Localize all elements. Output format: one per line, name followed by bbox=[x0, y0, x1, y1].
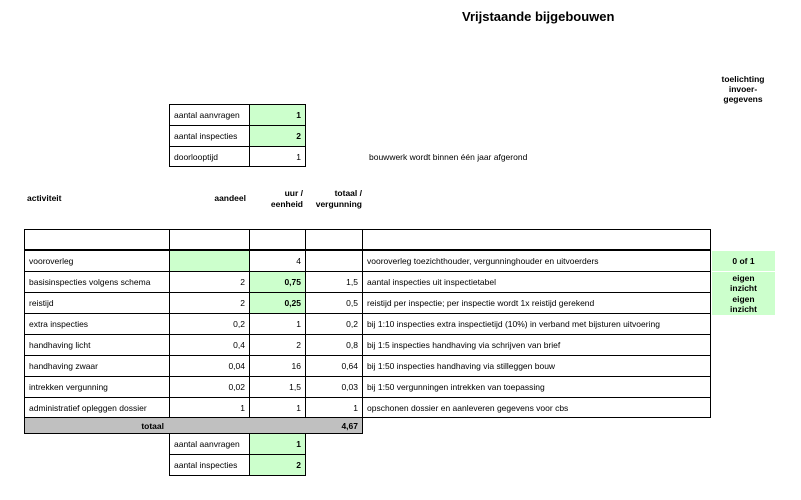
toelichting-header-line3: gegevens bbox=[723, 94, 763, 104]
aantal-aanvragen-label: aantal aanvragen bbox=[169, 104, 250, 126]
doorlooptijd-label: doorlooptijd bbox=[169, 146, 250, 167]
row-aandeel: 0,2 bbox=[169, 313, 250, 335]
header-aandeel: aandeel bbox=[214, 193, 246, 203]
row-totaal: 0,64 bbox=[305, 355, 363, 377]
header-totaal-vergunning bbox=[306, 188, 362, 210]
empty-cell bbox=[24, 229, 170, 250]
row-aandeel: 2 bbox=[169, 292, 250, 314]
row-aandeel: 0,02 bbox=[169, 376, 250, 398]
doorlooptijd-input[interactable]: 1 bbox=[249, 146, 306, 167]
row-uur-input[interactable]: 0,25 bbox=[249, 292, 306, 314]
row-aandeel: 0,4 bbox=[169, 334, 250, 356]
row-uur: 16 bbox=[249, 355, 306, 377]
row-note: bij 1:10 inspecties extra inspectietijd (10%) in verband met bijsturen uitvoering bbox=[362, 313, 711, 335]
row-activiteit: basisinspecties volgens schema bbox=[24, 271, 170, 293]
side-note-vooroverleg-text: 0 of 1 bbox=[732, 256, 755, 266]
bottom-aantal-aanvragen-value: 1 bbox=[249, 433, 306, 455]
row-uur: 4 bbox=[249, 250, 306, 272]
toelichting-header-line1: toelichting bbox=[721, 74, 765, 84]
row-activiteit: intrekken vergunning bbox=[24, 376, 170, 398]
row-activiteit: vooroverleg bbox=[24, 250, 170, 272]
bottom-aantal-inspecties-value: 2 bbox=[249, 454, 306, 476]
totaal-value: 4,67 bbox=[341, 420, 358, 431]
row-note: reistijd per inspectie; per inspectie wordt 1x reistijd gerekend bbox=[362, 292, 711, 314]
side-note-basis bbox=[712, 272, 775, 293]
side-note-reistijd-line2: inzicht bbox=[730, 304, 757, 314]
header-uur-line2: eenheid bbox=[270, 199, 303, 209]
row-activiteit: extra inspecties bbox=[24, 313, 170, 335]
row-uur: 1 bbox=[249, 397, 306, 418]
toelichting-header-line2: invoer- bbox=[728, 84, 758, 94]
row-aandeel-input[interactable] bbox=[169, 250, 250, 272]
bottom-aantal-aanvragen-label: aantal aanvragen bbox=[169, 433, 250, 455]
row-note: opschonen dossier en aanleveren gegevens voor cbs bbox=[362, 397, 711, 418]
aantal-inspecties-input[interactable]: 2 bbox=[249, 125, 306, 147]
side-note-basis-line2: inzicht bbox=[730, 282, 757, 293]
header-totaal-line1: totaal / bbox=[334, 188, 362, 198]
empty-cell bbox=[362, 229, 711, 250]
row-note: vooroverleg toezichthouder, vergunninghouder en uitvoerders bbox=[362, 250, 711, 272]
page-title: Vrijstaande bijgebouwen bbox=[462, 9, 615, 24]
empty-cell bbox=[169, 229, 250, 250]
aantal-aanvragen-input[interactable]: 1 bbox=[249, 104, 306, 126]
row-note: bij 1:5 inspecties handhaving via schrijven van brief bbox=[362, 334, 711, 356]
totaal-label: totaal bbox=[141, 420, 164, 431]
row-totaal: 0,2 bbox=[305, 313, 363, 335]
side-note-reistijd bbox=[712, 293, 775, 315]
header-uur-line1: uur / bbox=[284, 188, 303, 198]
row-activiteit: reistijd bbox=[24, 292, 170, 314]
totaal-row bbox=[24, 417, 363, 434]
doorlooptijd-note: bouwwerk wordt binnen één jaar afgerond bbox=[369, 152, 528, 162]
row-activiteit: handhaving licht bbox=[24, 334, 170, 356]
bottom-aantal-inspecties-label: aantal inspecties bbox=[169, 454, 250, 476]
side-note-reistijd-line1: eigen bbox=[732, 294, 755, 304]
header-activiteit: activiteit bbox=[27, 193, 62, 203]
aantal-inspecties-label: aantal inspecties bbox=[169, 125, 250, 147]
row-activiteit: administratief opleggen dossier bbox=[24, 397, 170, 418]
row-activiteit: handhaving zwaar bbox=[24, 355, 170, 377]
header-totaal-line2: vergunning bbox=[315, 199, 362, 209]
row-uur: 1 bbox=[249, 313, 306, 335]
row-totaal: 1,5 bbox=[305, 271, 363, 293]
row-note: aantal inspecties uit inspectietabel bbox=[362, 271, 711, 293]
row-note: bij 1:50 vergunningen intrekken van toepassing bbox=[362, 376, 711, 398]
row-aandeel: 0,04 bbox=[169, 355, 250, 377]
row-totaal: 0,5 bbox=[305, 292, 363, 314]
side-note-vooroverleg bbox=[712, 251, 775, 271]
empty-cell bbox=[249, 229, 306, 250]
toelichting-header bbox=[710, 74, 776, 104]
header-uur-eenheid bbox=[249, 188, 303, 210]
row-uur: 1,5 bbox=[249, 376, 306, 398]
row-totaal: 0,8 bbox=[305, 334, 363, 356]
row-totaal: 0,03 bbox=[305, 376, 363, 398]
row-note: bij 1:50 inspecties handhaving via stilleggen bouw bbox=[362, 355, 711, 377]
row-aandeel: 1 bbox=[169, 397, 250, 418]
empty-cell bbox=[305, 229, 363, 250]
row-totaal: 1 bbox=[305, 397, 363, 418]
row-uur: 2 bbox=[249, 334, 306, 356]
row-uur-input[interactable]: 0,75 bbox=[249, 271, 306, 293]
side-note-basis-line1: eigen bbox=[732, 272, 755, 283]
row-aandeel: 2 bbox=[169, 271, 250, 293]
row-totaal bbox=[305, 250, 363, 272]
